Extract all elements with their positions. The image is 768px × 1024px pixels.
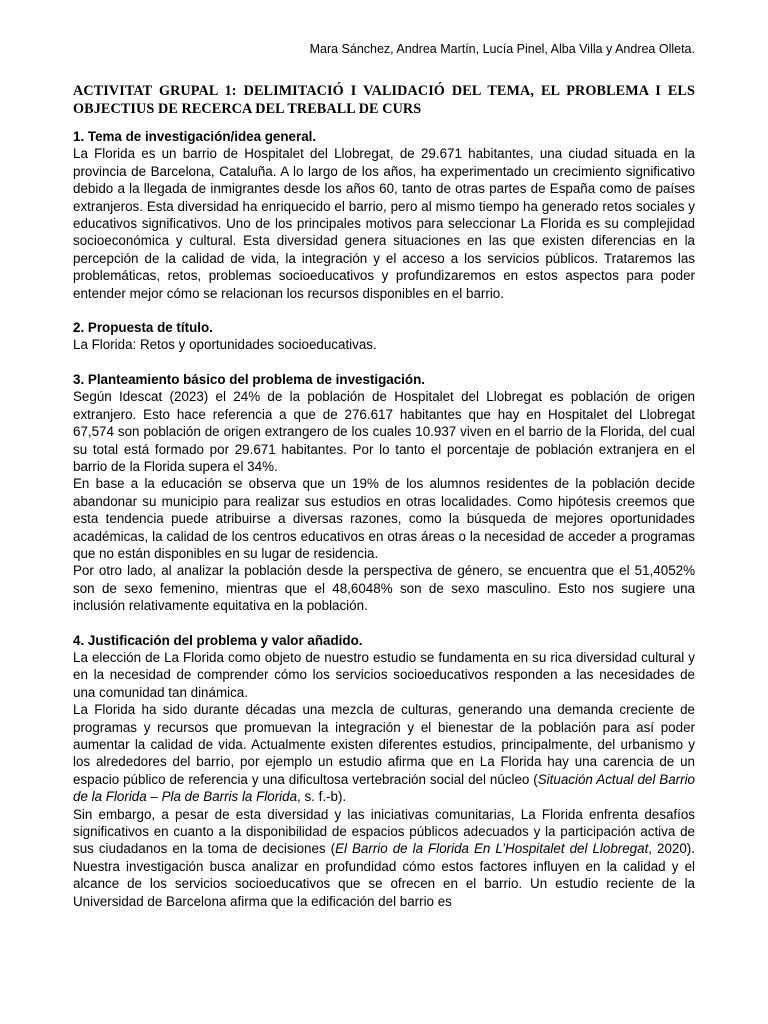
section-tema	[73, 128, 695, 302]
section-planteamiento	[73, 371, 695, 615]
section-justificacion	[73, 632, 695, 911]
citation-rest: , 2020).	[648, 841, 695, 857]
paragraph: La Florida: Retos y oportunidades socioeducativas.	[73, 337, 377, 353]
citation-rest: , s. f.-b).	[297, 789, 347, 805]
citation-title: Situación Actual del Barrio de la Florida – Pla de Barris la Florida	[73, 771, 695, 805]
paragraph	[73, 701, 695, 805]
paragraph: En base a la educación se observa que un 19% de los alumnos residentes de la población decide abandonar su municipio para realizar sus estudios en otras localidades. Como hipótesis creemos que esta tendencia puede atribuirse a diversas razones, como la búsqueda de mejores oportunidades académicas, la calidad de los centros educativos en otras áreas o la necesidad de acceder a programas que no están disponibles en su lugar de residencia.	[73, 476, 695, 561]
citation-title: El Barrio de la Florida En L’Hospitalet del Llobregat	[335, 841, 649, 857]
section-heading: 3. Planteamiento básico del problema de investigación.	[73, 371, 425, 387]
section-heading: 4. Justificación del problema y valor añadido.	[73, 632, 363, 648]
paragraph-text: Sin embargo, a pesar de esta diversidad y las iniciativas comunitarias, La Florida enfrenta desafíos significativos en cuanto a la disponibilidad de espacios públicos adecuados y la participación activa de sus ciudadanos en la toma de decisiones (	[73, 806, 695, 857]
paragraph-text: La Florida ha sido durante décadas una mezcla de culturas, generando una demanda creciente de programas y recursos que promuevan la integración y el bienestar de la población para así poder aumentar la calidad de vida. Actualmente existen diferentes estudios, principalmente, del urbanismo y los alrededores del barrio, por ejemplo un estudio afirma que en La Florida hay una carencia de un espacio público de referencia y una dificultosa vertebración social del núcleo (	[73, 702, 695, 787]
paragraph: La Florida es un barrio de Hospitalet del Llobregat, de 29.671 habitantes, una ciudad situada en la provincia de Barcelona, Cataluña. A lo largo de los años, ha experimentado un crecimiento significativo debido a la llegada de inmigrantes desde los años 60, tanto de otras partes de España como de países extranjeros. Esta diversidad ha enriquecido el barrio, pero al mismo tiempo ha generado retos sociales y educativos significativos. Uno de los principales motivos para seleccionar La Florida es su complejidad socioeconómica y cultural. Esta diversidad genera situaciones en las que existen diferencias en la percepción de la calidad de vida, la integración y el acceso a los servicios públicos. Trataremos las problemáticas, retos, problemas socioeducativos y profundizaremos en estos aspectos para poder entender mejor cómo se relacionan los recursos disponibles en el barrio.	[73, 146, 695, 301]
section-heading: 1. Tema de investigación/idea general.	[73, 129, 317, 144]
paragraph	[73, 806, 695, 910]
authors-line: Mara Sánchez, Andrea Martín, Lucía Pinel, Alba Villa y Andrea Olleta.	[309, 42, 695, 56]
paragraph-text: Nuestra investigación busca analizar en profundidad cómo estos factores influyen en la calidad y el alcance de los servicios socioeducativos que se ofrecen en el barrio. Un estudio reciente de la Universidad de Barcelona afirma que la edificación del barrio es	[73, 858, 695, 909]
section-heading: 2. Propuesta de título.	[73, 320, 213, 336]
paragraph: La elección de La Florida como objeto de nuestro estudio se fundamenta en su rica diversidad cultural y en la necesidad de comprender cómo los servicios socioeducativos responden a las necesidades de una comunidad tan dinámica.	[73, 649, 695, 700]
section-titulo	[73, 319, 695, 354]
document-title: ACTIVITAT GRUPAL 1: DELIMITACIÓ I VALIDACIÓ DEL TEMA, EL PROBLEMA I ELS OBJECTIUS DE RECERCA DEL TREBALL DE CURS	[73, 83, 695, 117]
paragraph: Por otro lado, al analizar la población desde la perspectiva de género, se encuentra que el 51,4052% son de sexo femenino, mientras que el 48,6048% son de sexo masculino. Esto nos sugiere una inclusión relativamente equitativa en la población.	[73, 563, 695, 614]
paragraph: Según Idescat (2023) el 24% de la población de Hospitalet del Llobregat es población de origen extranjero. Esto hace referencia a que de 276.617 habitantes que hay en Hospitalet del Llobregat 67,574 son población de origen extrangero de los cuales 10.937 viven en el barrio de la Florida, del cual su total está formado por 29.671 habitantes. Por lo tanto el porcentaje de población extranjera en el barrio de la Florida supera el 34%.	[73, 389, 695, 474]
